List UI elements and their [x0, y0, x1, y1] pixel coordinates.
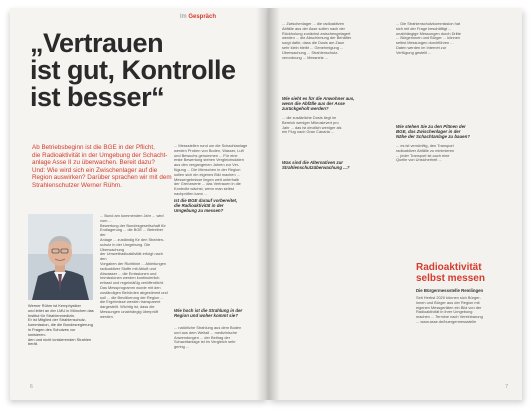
interview-question-1: Ist die BGE darauf vorbereitet, die Radioaktivität in der Umgebung zu messen? [174, 198, 238, 214]
section-kicker [180, 14, 216, 20]
left-page [10, 8, 268, 400]
article-column-3b: ... die zusätzliche Dosis liegt im Bereich weniger Mikrosievert pro Jahr ... das ist deutlich weniger als ein Flug nach Gran Canaria ... [282, 115, 342, 135]
kicker-prefix: Im [180, 14, 187, 20]
photo-caption: Werner Rühm ist Kernphysiker und leitet an der LMU in München das Institut für Strahlenmedizin. Er ist Mitglied der Strahlenschutz- kommission, die die Bundesregierung in Fragen des Schutzes vor ionisieren- den und nicht ionisierenden Strahlen berät. [28, 303, 94, 347]
article-intro: Ab Betriebsbeginn ist die BGE in der Pflicht, die Radioaktivität in der Umgebung der Schacht- anlage Asse II zu überwachen. Bereit dazu? Und: Wie wird sich ein Zwischenlager auf die Region auswirken? Darüber sprachen wir mit dem Strahlenschutzer Werner Rühm. [32, 144, 172, 189]
sidebar-text: Seit Herbst 2020 können sich Bürger- innen und Bürger aus der Region mit eigenen Messgeräten ein Bild von der Radioaktivität in ihrer Umgebung machen ... Termine nach Vereinbarung ... www.asse.de/buergermessstelle [416, 295, 483, 324]
interview-question-2: Wie hoch ist die Strahlung in der Region und woher kommt sie? [174, 308, 243, 319]
sidebar-title: Radioaktivität selbst messen [416, 262, 485, 284]
article-column-2b: ... natürliche Strahlung aus dem Boden und aus dem Weltall ... medizinische Anwendungen ... der Beitrag der Schachtanlage ist im Vergleich sehr gering ... [174, 325, 242, 350]
portrait-illustration [28, 214, 93, 300]
article-headline: „Vertrauen ist gut, Kontrolle ist besser“ [30, 28, 236, 112]
magazine-spread [10, 8, 522, 400]
article-column-4b: ... es ist vernünftig, den Transport radioaktiver Abfälle zu minimieren ... jeder Transport ist auch eine Quelle von Unsicherheit ... [396, 143, 455, 163]
interview-question-5: Wie stehen Sie zu den Plänen der BGE, das Zwischenlager in der Nähe der Schachtanlage zu bauen? [396, 124, 470, 140]
page-number-right: 7 [505, 384, 508, 390]
interview-question-3: Wie sieht es für die Anwohner aus, wenn die Abfälle aus der Asse zurückgeholt werden? [282, 96, 355, 112]
article-column-2: ... Messstellen rund um die Schachtanlage werden Proben von Boden, Wasser, Luft und Bewuchs genommen ... Für eine erste Bewertung stehen Vergleichsdaten aus den vergangenen Jahren zur Ver- fügung ... Die Menschen in der Region sollen sich ein eigenes Bild machen ... Messergebnisse liegen weit unterhalb der Grenzwerte ... das Vertrauen in die Kontrolle wächst, wenn man selbst nachprüfen kann ... [174, 143, 248, 196]
portrait-photo [28, 214, 93, 300]
article-column-1: ... Bund am kommenden Jahr ... wird vom ... Bewertung der Bundesgesellschaft für Endlagerung ... die BGE ... Betreiber der Anlage ... zuständig für den Strahlen- schutz in der Umgebung. Die Überwachung der Umweltradioaktivität erfolgt nach den Vorgaben der Richtlinie ... Ableitungen radioaktiver Stoffe mit Abluft und Abwasser ... die Emissionen und Immissionen werden kontinuierlich erfasst und regelmäßig veröffentlicht. Das Messprogramm wurde mit den zuständigen Behörden abgestimmt und soll ... die Bevölkerung der Region ... die Ergebnisse werden transparent dargestellt. Wichtig ist, dass die Messungen unabhängig überprüft werden. [100, 213, 168, 319]
page-number-left: 6 [30, 384, 33, 390]
kicker-label: Gespräch [188, 14, 217, 20]
interview-question-4: Was sind die Alternativen zur Strahlenschutzüberwachung ...? [282, 160, 350, 171]
sidebar-subtitle: Die Bürgermessstelle Remlingen [416, 288, 484, 293]
right-page [268, 8, 522, 400]
article-column-4: ... Die Strahlenschutzkommission hat sich mit der Frage beschäftigt ... unabhängige Messungen durch Dritte ... Bürgerinnen und Bürger ... können selbst Messungen durchführen ... Daten werden im Internet zur Verfügung gestellt ... [396, 21, 461, 55]
article-column-3: ... Zwischenlager ... die radioaktiven Abfälle aus der Asse sollen nach der Rückholung zunächst zwischengelagert werden ... die Abschirmung der Behälter sorgt dafür, dass die Dosis am Zaun sehr klein bleibt ... Genehmigung ... Überwachung ... Strahlenschutz- verordnung ... Messnetz ... [282, 21, 352, 60]
